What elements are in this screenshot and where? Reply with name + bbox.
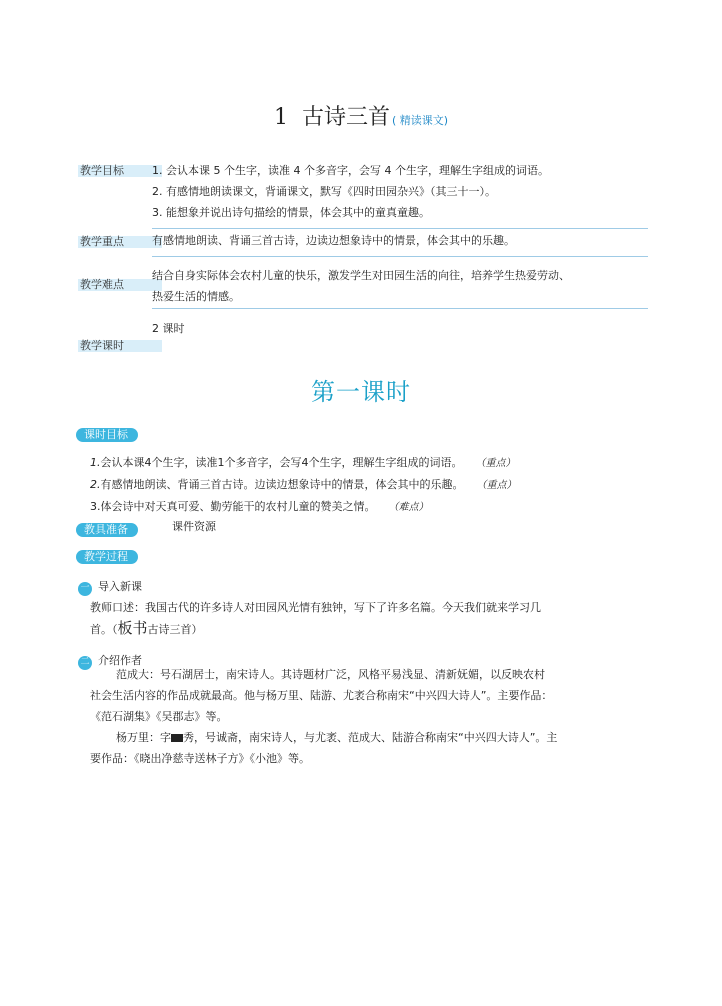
- step-number-badge: 一: [78, 582, 92, 596]
- step2-body: [90, 664, 670, 769]
- hours-text: 2 课时: [152, 322, 185, 335]
- step1-line: 首。（板书古诗三首）: [90, 619, 203, 637]
- key-points-label: 教学重点: [78, 236, 162, 248]
- step1-title: 导入新课: [98, 580, 142, 593]
- prep-pill: 教具准备: [76, 523, 138, 537]
- obscured-character-mark: [171, 734, 183, 742]
- lesson-goal-item: 3.体会诗中对天真可爱、勤劳能干的农村儿童的赞美之情。 （难点）: [90, 500, 429, 513]
- goals-label: 教学目标: [78, 165, 162, 177]
- step1-line: 教师口述：我国古代的许多诗人对田园风光情有独钟，写下了许多名篇。今天我们就来学习几: [90, 601, 541, 614]
- author-line: 社会生活内容的作品成就最高。他与杨万里、陆游、尤袤合称南宋“中兴四大诗人”。主要作品：: [90, 689, 553, 702]
- hours-label: 教学课时: [78, 340, 162, 352]
- section-title: 第一课时: [311, 378, 411, 406]
- lesson-name: 古诗三首: [301, 105, 390, 130]
- author-line: 要作品：《晓出净慈寺送林子方》《小池》等。: [90, 752, 310, 765]
- lesson-goals-pill: 课时目标: [76, 428, 138, 442]
- goal-item: 3. 能想象并说出诗句描绘的情景，体会其中的童真童趣。: [152, 206, 430, 219]
- difficulty-line: 热爱生活的情感。: [152, 290, 240, 303]
- step2-title: 介绍作者: [98, 654, 142, 667]
- lesson-goals-list: [90, 452, 650, 518]
- author-line: 杨万里：字 秀，号诚斋，南宋诗人，与尤袤、范成大、陆游合称南宋“中兴四大诗人”。主: [116, 731, 558, 744]
- divider: [152, 256, 648, 257]
- author-line: 范成大：号石湖居士，南宋诗人。其诗题材广泛，风格平易浅显、清新妩媚，以反映农村: [116, 668, 545, 681]
- lesson-goal-item: 1.会认本课4个生字，读准1个多音字，会写4个生字，理解生字组成的词语。 （重点）: [90, 456, 516, 469]
- step1-body: [90, 597, 670, 640]
- lesson-goal-item: 2.有感情地朗读、背诵三首古诗。边读边想象诗中的情景，体会其中的乐趣。 （重点）: [90, 478, 517, 491]
- prep-text: 课件资源: [172, 520, 216, 533]
- author-line: 《范石湖集》《吴郡志》等。: [90, 710, 228, 723]
- process-pill: 教学过程: [76, 550, 138, 564]
- difficulty-label: 教学难点: [78, 279, 162, 291]
- lesson-number: 1: [273, 105, 288, 130]
- difficulty-text: [152, 265, 652, 307]
- difficulty-line: 结合自身实际体会农村儿童的快乐，激发学生对田园生活的向往，培养学生热爱劳动、: [152, 269, 570, 282]
- board-note: 板书: [117, 619, 148, 637]
- step-number-badge: 二: [78, 656, 92, 670]
- key-points-text: 有感情地朗读、背诵三首古诗，边读边想象诗中的情景，体会其中的乐趣。: [152, 234, 515, 247]
- lesson-title: [0, 100, 722, 131]
- divider: [152, 228, 648, 229]
- goal-item: 1. 会认本课 5 个生字，读准 4 个多音字，会写 4 个生字，理解生字组成的词语。: [152, 164, 549, 177]
- goal-item: 2. 有感情地朗读课文，背诵课文，默写《四时田园杂兴》（其三十一）。: [152, 185, 496, 198]
- divider: [152, 308, 648, 309]
- goals-list: [152, 160, 652, 223]
- lesson-type-tag: ( 精读课文): [391, 114, 449, 127]
